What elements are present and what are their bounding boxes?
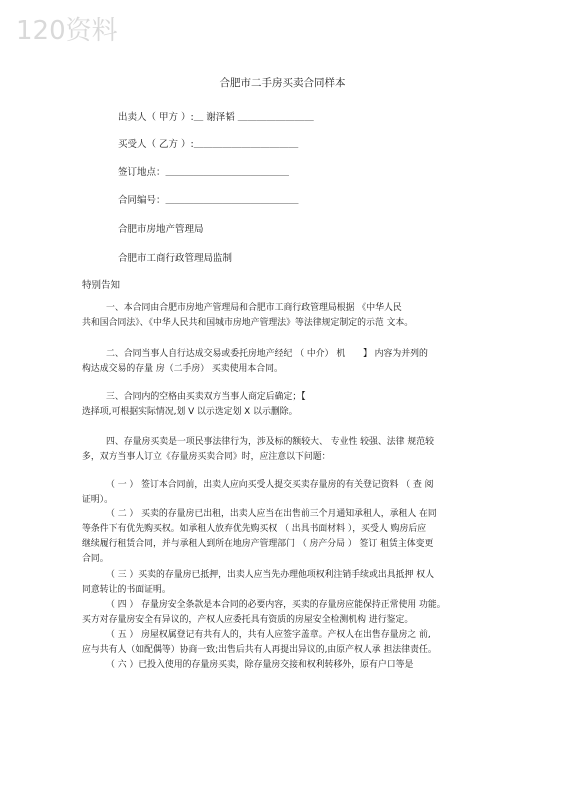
item-3	[82, 568, 482, 598]
paragraph-1	[82, 301, 482, 331]
buyer-field: 买受人（ 乙方 ）:＿＿＿＿＿＿＿＿＿＿＿	[118, 139, 299, 150]
paragraph-line: （ 四 ） 存量房安全条款是本合同的必要内容，买卖的存量房应能保持正常使用 功能。	[106, 600, 446, 610]
contract-number-field: 合同编号：＿＿＿＿＿＿＿＿＿＿＿＿＿＿	[118, 195, 299, 206]
paragraph-line: 三、合同内的空格由买卖双方当事人商定后确定；【	[106, 392, 306, 402]
paragraph-line: 合同。	[82, 554, 109, 564]
item-6	[82, 658, 482, 673]
paragraph-line: 一、本合同由合肥市房地产管理局和合肥市工商行政管理局根据 《中华人民	[106, 303, 402, 313]
paragraph-line: （ 五 ） 房屋权属登记有共有人的，共有人应签字盖章。产权人在出售存量房之 前,	[106, 630, 431, 640]
paragraph-line: 买方对存量房安全有异议的，产权人应委托具有资质的房屋安全检测机构 进行鉴定。	[82, 615, 414, 625]
paragraph-line: 选择项,可根据实际情况,划 V 以示选定划 X 以示删除。	[82, 407, 298, 417]
paragraph-line: 二、合同当事人自行达成交易或委托房地产经纪 （ 中介） 机 】 内容为并列的	[106, 349, 428, 359]
item-4	[82, 598, 482, 628]
paragraph-line: （ 三 ）买卖的存量房已抵押，出卖人应当先办理他项权利注销手续或出具抵押 权人	[106, 570, 434, 580]
paragraph-line: （ 二 ） 买卖的存量房已出租，出卖人应当在出售前三个月通知承租人，承租人 在同	[106, 509, 437, 519]
paragraph-line: 构达成交易的存量 房（二手房） 买卖使用本合同。	[82, 364, 283, 374]
notice-heading: 特别告知	[82, 280, 121, 291]
item-1	[82, 478, 482, 508]
paragraph-line: （ 一 ） 签订本合同前，出卖人应向买受人提交买卖存量房的有关登记资料 （ 查 阅	[106, 480, 434, 490]
item-2	[82, 507, 482, 567]
paragraph-line: 同意转让的书面证明。	[82, 585, 171, 595]
watermark: 120资料	[16, 16, 118, 46]
document-title: 合肥市二手房买卖合同样本	[219, 77, 346, 89]
issuing-org-2: 合肥市工商行政管理局监制	[118, 253, 233, 264]
paragraph-line: 证明）。	[82, 495, 114, 505]
paragraph-2	[82, 347, 482, 377]
seller-field: 出卖人（ 甲方 ）:＿ 谢泽韬 ＿＿＿＿＿＿＿＿	[118, 112, 314, 123]
paragraph-line: 共和国合同法》、《中华人民共和国城市房地产管理法》等法律规定制定的示范 文本。	[82, 318, 414, 328]
signing-location-field: 签订地点：＿＿＿＿＿＿＿＿＿＿＿＿＿	[118, 167, 290, 178]
paragraph-line: 四、存量房买卖是一项民事法律行为，涉及标的额较大、 专业性 较强、法律 规范较	[106, 437, 434, 447]
issuing-org-1: 合肥市房地产管理局	[118, 224, 204, 235]
paragraph-3	[82, 390, 482, 420]
paragraph-line: 等条件下有优先购买权。如承租人放弃优先购买权 （ 出具书面材料 ），买受人 购房后应	[82, 524, 427, 534]
paragraph-line: 继续履行租赁合同，并与承租人到所在地房产管理部门 （ 房产分局 ） 签订 租赁主体变更	[82, 539, 434, 549]
paragraph-line: 多，双方当事人订立《存量房买卖合同》时，应注意以下问题：	[82, 452, 331, 462]
item-5	[82, 628, 482, 658]
paragraph-line: 应与共有人（如配偶等）协商一致;出售后共有人再提出异议的,由原产权人承 担法律责任。	[82, 645, 437, 655]
paragraph-line: （ 六 ）已投入使用的存量房买卖，除存量房交接和权利转移外，原有户口等是	[106, 660, 414, 670]
paragraph-4	[82, 435, 482, 465]
